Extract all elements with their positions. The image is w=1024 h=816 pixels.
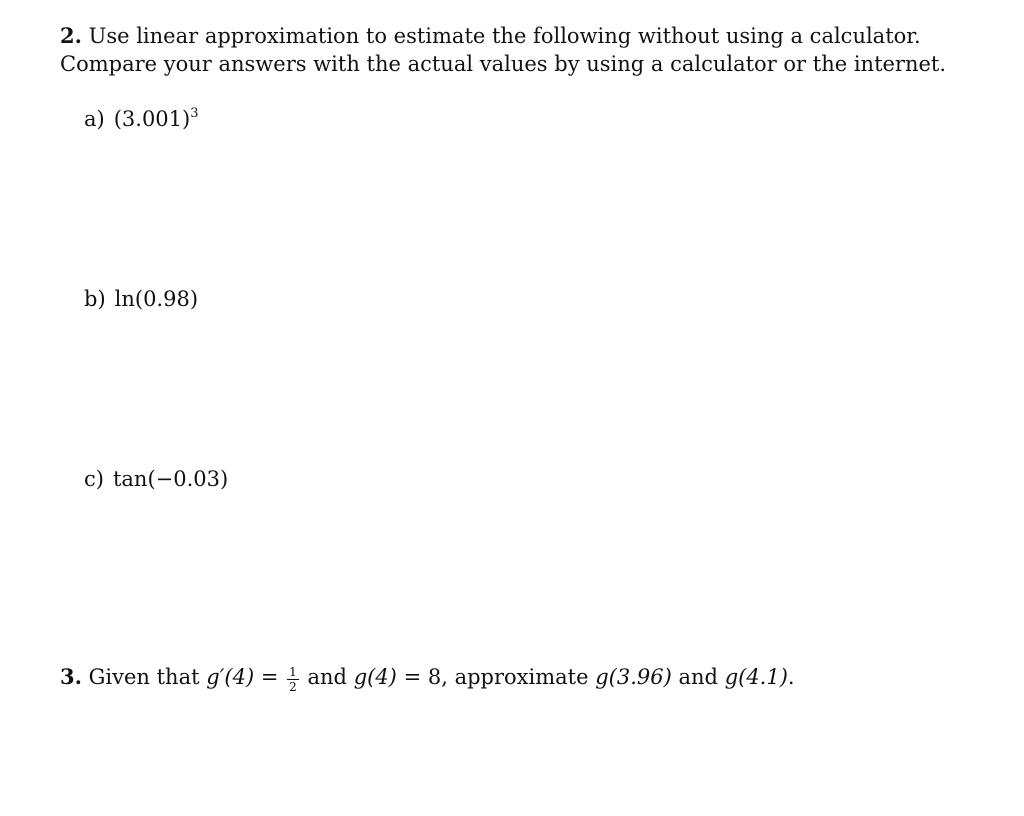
period: . — [787, 665, 795, 689]
g-of-4: g(4) — [353, 665, 397, 689]
part-c-label: c) — [84, 467, 104, 491]
part-a-exponent: 3 — [190, 106, 199, 121]
part-a-label: a) — [84, 107, 105, 131]
problem-2-text: Use linear approximation to estimate the following without using a calculator. Compare your answers with the actual values by using a calculator or the internet. — [60, 24, 947, 76]
g-prime-of-4: g′(4) — [206, 665, 255, 689]
g-of-4-1: g(4.1) — [724, 665, 788, 689]
part-a-expression: (3.001) — [113, 107, 191, 131]
problem-3-statement — [60, 663, 795, 693]
problem-2-statement — [60, 22, 960, 78]
problem-3-intro: Given that — [88, 665, 200, 689]
problem-2-part-b — [84, 285, 198, 313]
problem-2-part-c — [84, 465, 228, 493]
and-word-1: and — [307, 665, 347, 689]
and-word-2: and — [678, 665, 718, 689]
g-of-3-96: g(3.96) — [595, 665, 672, 689]
part-b-expression: ln(0.98) — [114, 287, 199, 311]
fraction-numerator: 1 — [289, 665, 297, 679]
one-half-fraction — [287, 666, 299, 693]
part-c-expression: tan(−0.03) — [112, 467, 229, 491]
problem-3-number: 3. — [60, 664, 82, 689]
problem-2-number: 2. — [60, 23, 82, 48]
problem-2-part-a — [84, 105, 199, 133]
part-b-label: b) — [84, 287, 106, 311]
equals-sign: = — [260, 665, 279, 689]
approximate-word: approximate — [454, 665, 589, 689]
fraction-denominator: 2 — [289, 680, 297, 694]
equals-eight: = 8, — [403, 665, 448, 689]
